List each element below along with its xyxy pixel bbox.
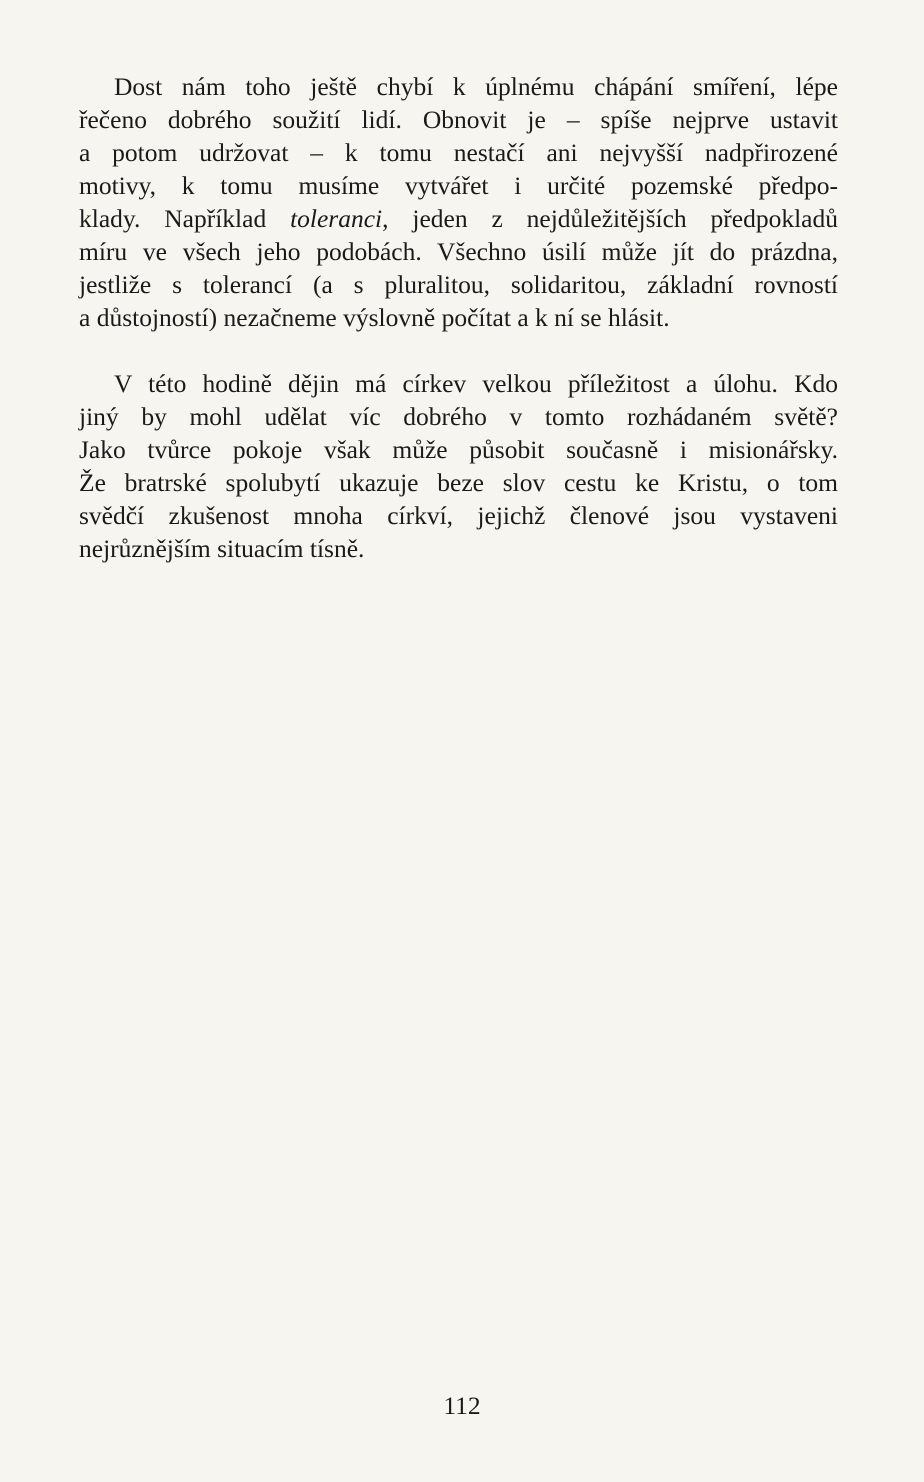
paragraph-1-line-3: a potom udržovat – k tomu nestačí ani nejvyšší nadpřirozené <box>79 138 838 167</box>
paragraph-1-line-7: jestliže s tolerancí (a s pluralitou, solidaritou, základní rovností <box>79 270 838 299</box>
paragraph-1-line-2: řečeno dobrého soužití lidí. Obnovit je – spíše nejprve ustavit <box>79 105 838 134</box>
page-number: 112 <box>443 1391 481 1420</box>
paragraph-1-line-8: a důstojností) nezačneme výslovně počítat a k ní se hlásit. <box>79 303 670 332</box>
paragraph-2-line-2: jiný by mohl udělat víc dobrého v tomto rozhádaném světě? <box>79 402 838 431</box>
paragraph-1-line-1: Dost nám toho ještě chybí k úplnému chápání smíření, lépe <box>114 72 838 101</box>
line-5-start: klady. Například <box>79 204 291 233</box>
paragraph-2-line-1: V této hodině dějin má církev velkou příležitost a úlohu. Kdo <box>114 369 838 398</box>
body-text <box>79 70 838 565</box>
paragraph-1 <box>79 70 838 334</box>
paragraph-1-line-5 <box>79 202 838 235</box>
paragraph-2-line-6: nejrůznějším situacím tísně. <box>79 534 365 563</box>
paragraph-2-line-3: Jako tvůrce pokoje však může působit současně i misionářsky. <box>79 435 838 464</box>
paragraph-1-line-6: míru ve všech jeho podobách. Všechno úsilí může jít do prázdna, <box>79 237 838 266</box>
paragraph-1-line-4: motivy, k tomu musíme vytvářet i určité pozemské předpo- <box>79 171 838 200</box>
paragraph-2 <box>79 367 838 565</box>
paragraph-2-line-5: svědčí zkušenost mnoha církví, jejichž členové jsou vystaveni <box>79 501 838 530</box>
line-5-end: , jeden z nejdůležitějších předpokladů <box>382 204 838 233</box>
paragraph-2-line-4: Že bratrské spolubytí ukazuje beze slov cestu ke Kristu, o tom <box>79 468 838 497</box>
emphasized-word: toleranci <box>290 204 383 233</box>
